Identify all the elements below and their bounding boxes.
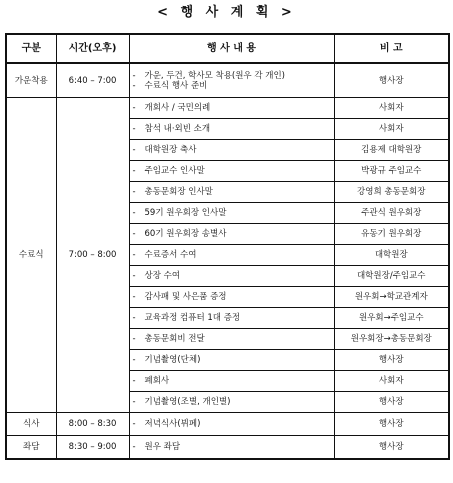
content-line xyxy=(133,250,331,260)
time-cell: 8:00 – 8:30 xyxy=(56,413,129,436)
bullet-icon: - xyxy=(132,442,136,452)
table-body xyxy=(6,63,449,459)
content-text: 원우 좌담 xyxy=(144,442,181,452)
bullet-icon: - xyxy=(132,208,136,218)
bullet-icon: - xyxy=(132,271,136,281)
content-line xyxy=(133,376,331,386)
table-row xyxy=(6,413,449,436)
content-text: 수료증서 수여 xyxy=(144,250,197,260)
content-text: 감사패 및 사은품 증정 xyxy=(144,292,227,302)
content-line xyxy=(133,145,331,155)
note-cell: 사회자 xyxy=(334,119,449,140)
content-line xyxy=(133,103,331,113)
content-line xyxy=(133,334,331,344)
note-cell: 대학원장 xyxy=(334,245,449,266)
bullet-icon: - xyxy=(132,250,136,260)
content-cell xyxy=(129,308,334,329)
bullet-icon: - xyxy=(132,80,136,91)
content-line xyxy=(133,187,331,197)
content-line xyxy=(133,124,331,134)
note-cell: 김용제 대학원장 xyxy=(334,140,449,161)
content-cell xyxy=(129,140,334,161)
content-text: 상장 수여 xyxy=(144,271,181,281)
content-text: 총동문회비 전달 xyxy=(144,334,205,344)
content-line xyxy=(133,208,331,218)
content-cell xyxy=(129,371,334,392)
content-cell xyxy=(129,266,334,287)
content-line xyxy=(133,81,331,91)
bullet-icon: - xyxy=(132,166,136,176)
header-phase: 구분 xyxy=(6,34,56,63)
content-text: 개회사 / 국민의례 xyxy=(144,103,211,113)
bullet-icon: - xyxy=(132,103,136,113)
content-cell xyxy=(129,350,334,371)
note-cell: 주관식 원우회장 xyxy=(334,203,449,224)
note-cell: 유동기 원우회장 xyxy=(334,224,449,245)
note-cell: 강영희 총동문회장 xyxy=(334,182,449,203)
content-cell xyxy=(129,413,334,436)
content-cell xyxy=(129,392,334,413)
note-cell: 행사장 xyxy=(334,350,449,371)
bullet-icon: - xyxy=(132,124,136,134)
header-content: 행 사 내 용 xyxy=(129,34,334,63)
note-cell: 원우회→주임교수 xyxy=(334,308,449,329)
note-cell: 행사장 xyxy=(334,413,449,436)
time-cell: 7:00 – 8:00 xyxy=(56,98,129,413)
page-title: < 행 사 계 획 > xyxy=(157,5,296,20)
content-cell xyxy=(129,63,334,98)
bullet-icon: - xyxy=(132,70,136,81)
content-line xyxy=(133,271,331,281)
content-cell xyxy=(129,182,334,203)
content-text: 폐회사 xyxy=(144,376,170,386)
table-header-row xyxy=(6,34,449,63)
note-cell: 사회자 xyxy=(334,98,449,119)
note-cell: 박광규 주임교수 xyxy=(334,161,449,182)
bullet-icon: - xyxy=(132,313,136,323)
content-text: 저녁식사(뷔페) xyxy=(144,419,201,429)
content-cell xyxy=(129,224,334,245)
content-line xyxy=(133,355,331,365)
content-line xyxy=(133,313,331,323)
bullet-icon: - xyxy=(132,397,136,407)
content-text: 대학원장 축사 xyxy=(144,145,197,155)
table-row xyxy=(6,98,449,119)
content-cell xyxy=(129,329,334,350)
content-cell xyxy=(129,245,334,266)
content-text: 60기 원우회장 송별사 xyxy=(144,229,227,239)
content-cell xyxy=(129,436,334,460)
note-cell: 행사장 xyxy=(334,392,449,413)
table-row xyxy=(6,63,449,98)
bullet-icon: - xyxy=(132,334,136,344)
content-cell xyxy=(129,287,334,308)
content-text: 수료식 행사 준비 xyxy=(144,80,208,91)
header-time: 시간(오후) xyxy=(56,34,129,63)
note-cell: 행사장 xyxy=(334,63,449,98)
note-cell: 사회자 xyxy=(334,371,449,392)
content-text: 교육과정 컴퓨터 1대 증정 xyxy=(144,313,241,323)
content-cell xyxy=(129,161,334,182)
content-text: 참석 내·외빈 소개 xyxy=(144,124,211,134)
bullet-icon: - xyxy=(132,187,136,197)
content-cell xyxy=(129,119,334,140)
content-text: 기념촬영(조별, 개인별) xyxy=(144,397,231,407)
table-row xyxy=(6,436,449,460)
content-line xyxy=(133,292,331,302)
note-cell: 원우회→학교관계자 xyxy=(334,287,449,308)
content-text: 기념촬영(단체) xyxy=(144,355,201,365)
bullet-icon: - xyxy=(132,355,136,365)
content-text: 59기 원우회장 인사말 xyxy=(144,208,227,218)
bullet-icon: - xyxy=(132,419,136,429)
content-line xyxy=(133,71,331,81)
content-cell xyxy=(129,98,334,119)
time-cell: 8:30 – 9:00 xyxy=(56,436,129,460)
content-cell xyxy=(129,203,334,224)
content-line xyxy=(133,442,331,452)
bullet-icon: - xyxy=(132,376,136,386)
content-line xyxy=(133,229,331,239)
bullet-icon: - xyxy=(132,145,136,155)
content-text: 주임교수 인사말 xyxy=(144,166,205,176)
phase-cell: 식사 xyxy=(6,413,56,436)
phase-cell: 수료식 xyxy=(6,98,56,413)
note-cell: 대학원장/주임교수 xyxy=(334,266,449,287)
content-line xyxy=(133,419,331,429)
event-schedule-table xyxy=(5,33,450,460)
note-cell: 행사장 xyxy=(334,436,449,460)
content-line xyxy=(133,166,331,176)
bullet-icon: - xyxy=(132,292,136,302)
header-note: 비 고 xyxy=(334,34,449,63)
phase-cell: 가운착용 xyxy=(6,63,56,98)
content-text: 가운, 두건, 학사모 착용(원우 각 개인) xyxy=(144,70,286,81)
phase-cell: 좌담 xyxy=(6,436,56,460)
content-line xyxy=(133,397,331,407)
note-cell: 원우회장→총동문회장 xyxy=(334,329,449,350)
bullet-icon: - xyxy=(132,229,136,239)
time-cell: 6:40 – 7:00 xyxy=(56,63,129,98)
content-text: 총동문회장 인사말 xyxy=(144,187,213,197)
